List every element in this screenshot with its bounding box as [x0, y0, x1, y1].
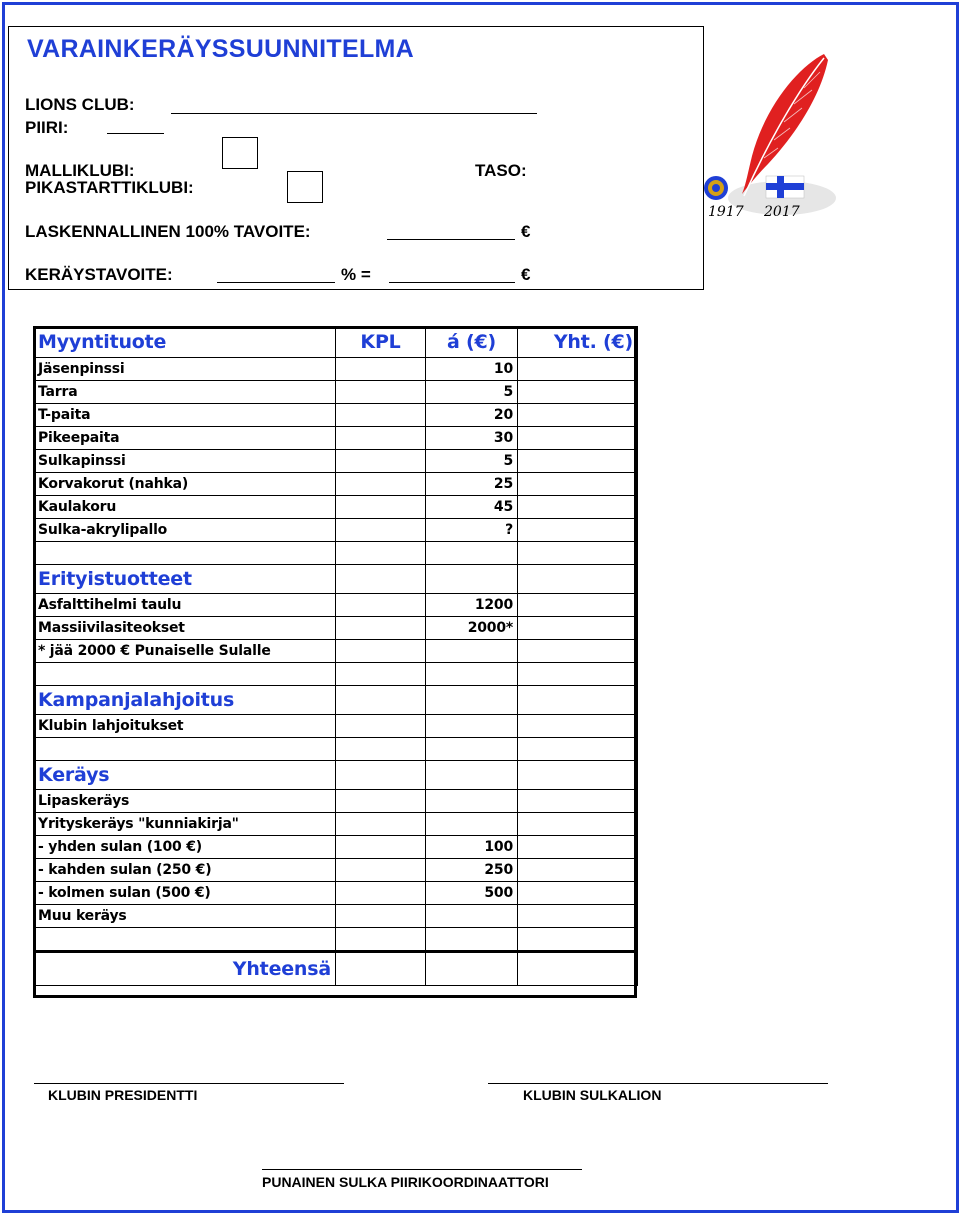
item-name: - kahden sulan (250 €)	[34, 859, 336, 882]
section-row-special	[34, 565, 638, 594]
section-row-collection	[34, 761, 638, 790]
item-name: Massiivilasiteokset	[34, 617, 336, 640]
kpl-cell[interactable]	[336, 882, 426, 905]
table-row	[34, 594, 638, 617]
kpl-cell[interactable]	[336, 404, 426, 427]
total-cell[interactable]	[518, 813, 638, 836]
grand-total-cell[interactable]	[518, 952, 638, 986]
price-cell: 500	[426, 882, 518, 905]
item-name: Korvakorut (nahka)	[34, 473, 336, 496]
item-name: Kaulakoru	[34, 496, 336, 519]
empty-row	[34, 663, 638, 686]
kpl-cell[interactable]	[336, 381, 426, 404]
price-cell	[426, 905, 518, 928]
header-box	[8, 26, 704, 290]
table-header-row	[34, 327, 638, 358]
item-name: Yrityskeräys "kunniakirja"	[34, 813, 336, 836]
table-row	[34, 519, 638, 542]
price-cell	[426, 790, 518, 813]
column-header-total: Yht. (€)	[518, 327, 638, 358]
lions-club-label: LIONS CLUB:	[25, 95, 135, 114]
price-cell: ?	[426, 519, 518, 542]
total-cell[interactable]	[518, 715, 638, 738]
table-row	[34, 813, 638, 836]
table-row	[34, 859, 638, 882]
total-cell[interactable]	[518, 905, 638, 928]
kpl-cell[interactable]	[336, 617, 426, 640]
item-name: Klubin lahjoitukset	[34, 715, 336, 738]
item-name: - yhden sulan (100 €)	[34, 836, 336, 859]
price-cell: 25	[426, 473, 518, 496]
item-name: Sulkapinssi	[34, 450, 336, 473]
sulkalion-label: KLUBIN SULKALION	[523, 1087, 662, 1103]
kpl-cell[interactable]	[336, 813, 426, 836]
kpl-cell[interactable]	[336, 715, 426, 738]
item-name: Lipaskeräys	[34, 790, 336, 813]
euro-sign-2: €	[521, 265, 531, 284]
total-cell[interactable]	[518, 427, 638, 450]
kpl-cell[interactable]	[336, 450, 426, 473]
malliklubi-checkbox[interactable]	[222, 137, 258, 169]
kpl-cell[interactable]	[336, 640, 426, 663]
table-row	[34, 640, 638, 663]
percent-equals: % =	[341, 265, 371, 284]
total-cell[interactable]	[518, 836, 638, 859]
total-cell[interactable]	[518, 404, 638, 427]
kerays-percent-field[interactable]	[217, 282, 335, 283]
red-feather-emblem	[704, 48, 844, 238]
product-table	[33, 326, 638, 986]
price-cell: 45	[426, 496, 518, 519]
table-row	[34, 790, 638, 813]
table-row	[34, 381, 638, 404]
item-name: Muu keräys	[34, 905, 336, 928]
kpl-cell[interactable]	[336, 594, 426, 617]
pikastart-checkbox[interactable]	[287, 171, 323, 203]
price-cell	[426, 813, 518, 836]
price-cell: 5	[426, 450, 518, 473]
item-name: - kolmen sulan (500 €)	[34, 882, 336, 905]
tavoite-label: LASKENNALLINEN 100% TAVOITE:	[25, 222, 311, 241]
total-cell[interactable]	[518, 450, 638, 473]
column-header-product: Myyntituote	[34, 327, 336, 358]
president-label: KLUBIN PRESIDENTTI	[48, 1087, 198, 1103]
president-signature-line[interactable]	[34, 1083, 344, 1084]
table-row	[34, 715, 638, 738]
section-title-campaign: Kampanjalahjoitus	[34, 686, 336, 715]
coordinator-label: PUNAINEN SULKA PIIRIKOORDINAATTORI	[262, 1174, 549, 1190]
table-row	[34, 496, 638, 519]
tavoite-field[interactable]	[387, 239, 515, 240]
table-row	[34, 882, 638, 905]
total-price-cell[interactable]	[426, 952, 518, 986]
section-title-special: Erityistuotteet	[34, 565, 336, 594]
column-header-kpl: KPL	[336, 327, 426, 358]
price-cell	[426, 640, 518, 663]
kpl-cell[interactable]	[336, 836, 426, 859]
price-cell: 100	[426, 836, 518, 859]
total-cell[interactable]	[518, 381, 638, 404]
price-cell: 1200	[426, 594, 518, 617]
price-cell: 20	[426, 404, 518, 427]
total-cell[interactable]	[518, 790, 638, 813]
kpl-cell[interactable]	[336, 473, 426, 496]
empty-row	[34, 542, 638, 565]
column-header-unit-price: á (€)	[426, 327, 518, 358]
table-row	[34, 358, 638, 381]
kpl-cell[interactable]	[336, 905, 426, 928]
piiri-field[interactable]	[107, 133, 164, 134]
sulkalion-signature-line[interactable]	[488, 1083, 828, 1084]
total-cell[interactable]	[518, 358, 638, 381]
lions-club-field[interactable]	[171, 113, 537, 114]
kpl-cell[interactable]	[336, 358, 426, 381]
item-name: T-paita	[34, 404, 336, 427]
item-name: Sulka-akrylipallo	[34, 519, 336, 542]
malliklubi-label: MALLIKLUBI:	[25, 161, 135, 180]
coordinator-signature-line[interactable]	[262, 1169, 582, 1170]
total-cell[interactable]	[518, 882, 638, 905]
price-cell: 10	[426, 358, 518, 381]
price-cell	[426, 715, 518, 738]
kerays-label: KERÄYSTAVOITE:	[25, 265, 173, 284]
page-title: VARAINKERÄYSSUUNNITELMA	[27, 35, 415, 63]
total-label: Yhteensä	[34, 952, 336, 986]
piiri-label: PIIRI:	[25, 118, 69, 137]
total-kpl-cell[interactable]	[336, 952, 426, 986]
price-cell: 250	[426, 859, 518, 882]
price-cell: 2000*	[426, 617, 518, 640]
table-row	[34, 404, 638, 427]
total-cell[interactable]	[518, 640, 638, 663]
total-row	[34, 952, 638, 986]
item-name: Asfalttihelmi taulu	[34, 594, 336, 617]
item-name: * jää 2000 € Punaiselle Sulalle	[34, 640, 336, 663]
kpl-cell[interactable]	[336, 496, 426, 519]
total-cell[interactable]	[518, 859, 638, 882]
table-row	[34, 905, 638, 928]
table-row	[34, 450, 638, 473]
total-cell[interactable]	[518, 496, 638, 519]
table-row	[34, 427, 638, 450]
section-title-collection: Keräys	[34, 761, 336, 790]
price-cell: 30	[426, 427, 518, 450]
price-cell: 5	[426, 381, 518, 404]
total-cell[interactable]	[518, 473, 638, 496]
kerays-amount-field[interactable]	[389, 282, 515, 283]
taso-label: TASO:	[475, 161, 527, 180]
year-end: 2017	[764, 204, 800, 220]
table-row	[34, 836, 638, 859]
kpl-cell[interactable]	[336, 519, 426, 542]
empty-row	[34, 738, 638, 761]
item-name: Tarra	[34, 381, 336, 404]
table-row	[34, 473, 638, 496]
item-name: Pikeepaita	[34, 427, 336, 450]
total-cell[interactable]	[518, 519, 638, 542]
kpl-cell[interactable]	[336, 790, 426, 813]
table-row	[34, 617, 638, 640]
euro-sign-1: €	[521, 222, 531, 241]
empty-row	[34, 928, 638, 952]
kpl-cell[interactable]	[336, 859, 426, 882]
total-cell[interactable]	[518, 617, 638, 640]
kpl-cell[interactable]	[336, 427, 426, 450]
total-cell[interactable]	[518, 594, 638, 617]
section-row-campaign	[34, 686, 638, 715]
pikastart-label: PIKASTARTTIKLUBI:	[25, 178, 194, 197]
year-start: 1917	[708, 204, 744, 220]
item-name: Jäsenpinssi	[34, 358, 336, 381]
